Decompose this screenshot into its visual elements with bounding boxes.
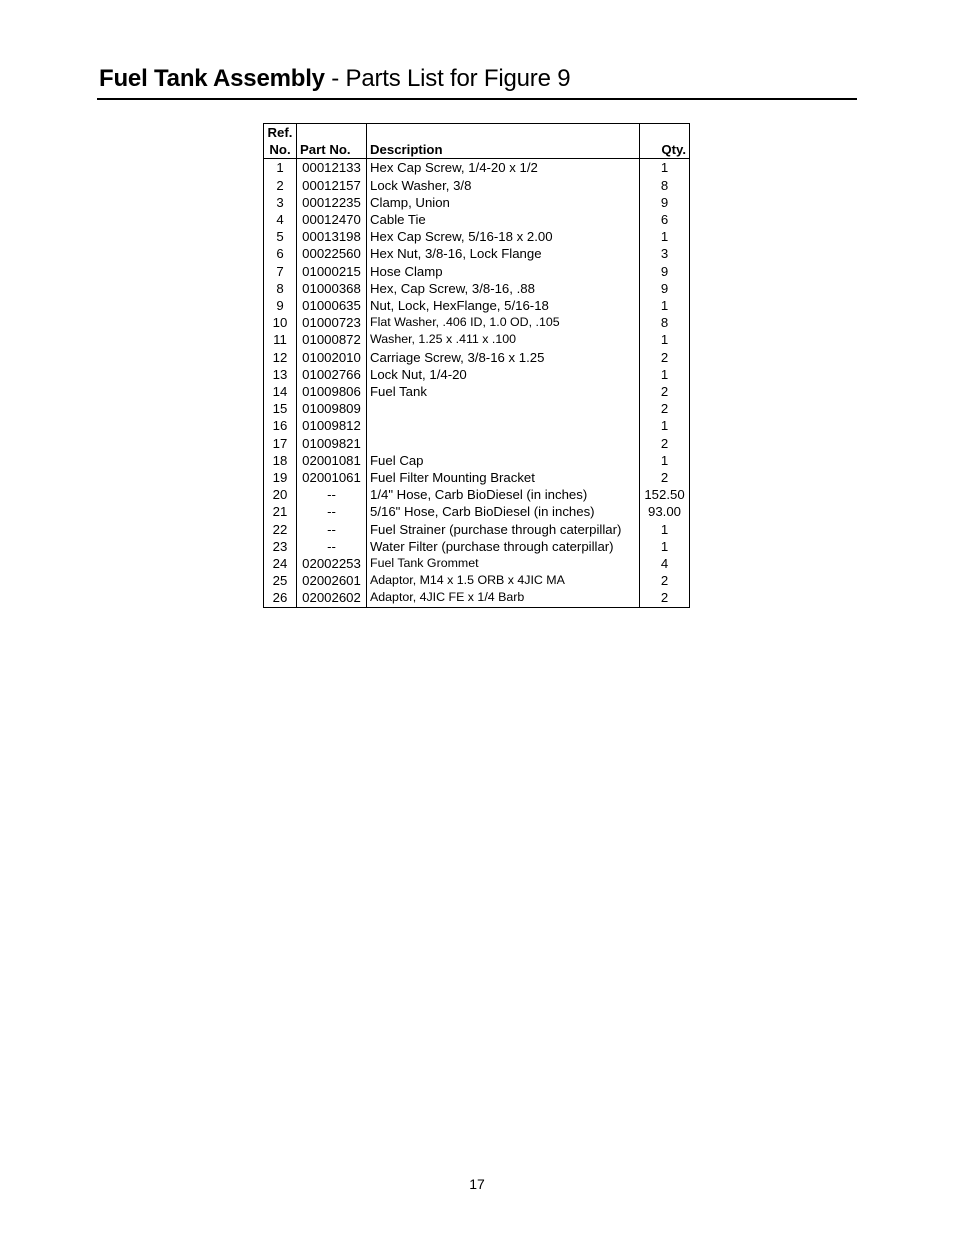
page-title-bold: Fuel Tank Assembly [99, 65, 325, 92]
ref-cell: 9 [264, 297, 297, 314]
header-qty: Qty. [640, 124, 690, 159]
ref-cell: 16 [264, 417, 297, 434]
ref-cell: 23 [264, 538, 297, 555]
part-number-cell: 01000723 [297, 314, 367, 331]
qty-cell: 2 [640, 572, 690, 589]
page-title [99, 64, 570, 94]
description-cell [367, 435, 640, 452]
description-cell: Lock Washer, 3/8 [367, 177, 640, 194]
description-cell [367, 417, 640, 434]
qty-cell: 9 [640, 263, 690, 280]
ref-cell: 24 [264, 555, 297, 572]
table-row [264, 245, 690, 262]
table-row [264, 331, 690, 348]
qty-cell: 1 [640, 538, 690, 555]
qty-cell: 1 [640, 366, 690, 383]
description-cell: Water Filter (purchase through caterpillar) [367, 538, 640, 555]
part-number-cell: 01009812 [297, 417, 367, 434]
ref-cell: 2 [264, 177, 297, 194]
part-number-cell: 02002602 [297, 589, 367, 607]
description-cell: Fuel Cap [367, 452, 640, 469]
qty-cell: 1 [640, 159, 690, 177]
part-number-cell: 02001061 [297, 469, 367, 486]
qty-cell: 9 [640, 280, 690, 297]
table-row [264, 366, 690, 383]
title-divider [97, 98, 857, 100]
part-number-cell: 00013198 [297, 228, 367, 245]
table-row [264, 417, 690, 434]
part-number-cell: 02002253 [297, 555, 367, 572]
part-number-cell: 00012235 [297, 194, 367, 211]
part-number-cell: 00012133 [297, 159, 367, 177]
part-number-cell: 01009821 [297, 435, 367, 452]
description-cell: 1/4" Hose, Carb BioDiesel (in inches) [367, 486, 640, 503]
ref-cell: 14 [264, 383, 297, 400]
description-cell: Hex Nut, 3/8-16, Lock Flange [367, 245, 640, 262]
table-row [264, 177, 690, 194]
part-number-cell: -- [297, 538, 367, 555]
qty-cell: 8 [640, 314, 690, 331]
qty-cell: 2 [640, 400, 690, 417]
part-number-cell: 00012470 [297, 211, 367, 228]
table-row [264, 211, 690, 228]
table-row [264, 194, 690, 211]
description-cell: Adaptor, 4JIC FE x 1/4 Barb [367, 589, 640, 607]
part-number-cell: 01000872 [297, 331, 367, 348]
qty-cell: 2 [640, 435, 690, 452]
ref-cell: 17 [264, 435, 297, 452]
qty-cell: 1 [640, 452, 690, 469]
part-number-cell: 01000215 [297, 263, 367, 280]
parts-table-header [264, 124, 690, 159]
table-row [264, 280, 690, 297]
part-number-cell: -- [297, 521, 367, 538]
part-number-cell: -- [297, 486, 367, 503]
qty-cell: 1 [640, 521, 690, 538]
description-cell: Carriage Screw, 3/8-16 x 1.25 [367, 349, 640, 366]
table-row [264, 589, 690, 607]
ref-cell: 1 [264, 159, 297, 177]
ref-cell: 19 [264, 469, 297, 486]
ref-cell: 8 [264, 280, 297, 297]
ref-cell: 20 [264, 486, 297, 503]
part-number-cell: 00022560 [297, 245, 367, 262]
qty-cell: 2 [640, 469, 690, 486]
part-number-cell: 01009809 [297, 400, 367, 417]
part-number-cell: 00012157 [297, 177, 367, 194]
qty-cell: 1 [640, 417, 690, 434]
table-row [264, 383, 690, 400]
table-row [264, 538, 690, 555]
table-row [264, 486, 690, 503]
header-description: Description [367, 124, 640, 159]
table-row [264, 435, 690, 452]
table-row [264, 263, 690, 280]
description-cell: Washer, 1.25 x .411 x .100 [367, 331, 640, 348]
description-cell: Hex Cap Screw, 1/4-20 x 1/2 [367, 159, 640, 177]
qty-cell: 2 [640, 349, 690, 366]
parts-list-table [263, 123, 690, 608]
table-row [264, 503, 690, 520]
ref-cell: 26 [264, 589, 297, 607]
qty-cell: 4 [640, 555, 690, 572]
description-cell: Fuel Strainer (purchase through caterpillar) [367, 521, 640, 538]
qty-cell: 3 [640, 245, 690, 262]
qty-cell: 2 [640, 383, 690, 400]
table-row [264, 469, 690, 486]
qty-cell: 1 [640, 331, 690, 348]
description-cell: Nut, Lock, HexFlange, 5/16-18 [367, 297, 640, 314]
qty-cell: 1 [640, 297, 690, 314]
qty-cell: 8 [640, 177, 690, 194]
table-row [264, 228, 690, 245]
description-cell: 5/16" Hose, Carb BioDiesel (in inches) [367, 503, 640, 520]
qty-cell: 6 [640, 211, 690, 228]
description-cell: Fuel Filter Mounting Bracket [367, 469, 640, 486]
parts-table-body [264, 159, 690, 607]
description-cell [367, 400, 640, 417]
ref-cell: 6 [264, 245, 297, 262]
description-cell: Lock Nut, 1/4-20 [367, 366, 640, 383]
description-cell: Hex Cap Screw, 5/16-18 x 2.00 [367, 228, 640, 245]
description-cell: Hex, Cap Screw, 3/8-16, .88 [367, 280, 640, 297]
part-number-cell: 02002601 [297, 572, 367, 589]
ref-cell: 5 [264, 228, 297, 245]
table-row [264, 521, 690, 538]
table-row [264, 452, 690, 469]
part-number-cell: 01000635 [297, 297, 367, 314]
description-cell: Hose Clamp [367, 263, 640, 280]
description-cell: Cable Tie [367, 211, 640, 228]
page-number: 17 [469, 1176, 485, 1192]
ref-cell: 12 [264, 349, 297, 366]
header-part-no: Part No. [297, 124, 367, 159]
description-cell: Flat Washer, .406 ID, 1.0 OD, .105 [367, 314, 640, 331]
part-number-cell: -- [297, 503, 367, 520]
ref-cell: 13 [264, 366, 297, 383]
description-cell: Fuel Tank Grommet [367, 555, 640, 572]
qty-cell: 2 [640, 589, 690, 607]
ref-cell: 15 [264, 400, 297, 417]
header-ref-line1: Ref. [267, 125, 293, 140]
qty-cell: 9 [640, 194, 690, 211]
table-row [264, 572, 690, 589]
ref-cell: 11 [264, 331, 297, 348]
table-row [264, 400, 690, 417]
description-cell: Clamp, Union [367, 194, 640, 211]
table-row [264, 349, 690, 366]
qty-cell: 1 [640, 228, 690, 245]
table-row [264, 159, 690, 177]
part-number-cell: 01000368 [297, 280, 367, 297]
part-number-cell: 02001081 [297, 452, 367, 469]
header-ref-line2: No. [269, 142, 291, 158]
header-ref-no [264, 124, 297, 159]
description-cell: Adaptor, M14 x 1.5 ORB x 4JIC MA [367, 572, 640, 589]
part-number-cell: 01002010 [297, 349, 367, 366]
part-number-cell: 01009806 [297, 383, 367, 400]
ref-cell: 18 [264, 452, 297, 469]
ref-cell: 25 [264, 572, 297, 589]
qty-cell: 93.00 [640, 503, 690, 520]
table-row [264, 555, 690, 572]
description-cell: Fuel Tank [367, 383, 640, 400]
table-row [264, 297, 690, 314]
ref-cell: 22 [264, 521, 297, 538]
ref-cell: 4 [264, 211, 297, 228]
ref-cell: 3 [264, 194, 297, 211]
qty-cell: 152.50 [640, 486, 690, 503]
ref-cell: 7 [264, 263, 297, 280]
ref-cell: 10 [264, 314, 297, 331]
part-number-cell: 01002766 [297, 366, 367, 383]
ref-cell: 21 [264, 503, 297, 520]
table-row [264, 314, 690, 331]
page-title-rest: - Parts List for Figure 9 [324, 65, 571, 92]
